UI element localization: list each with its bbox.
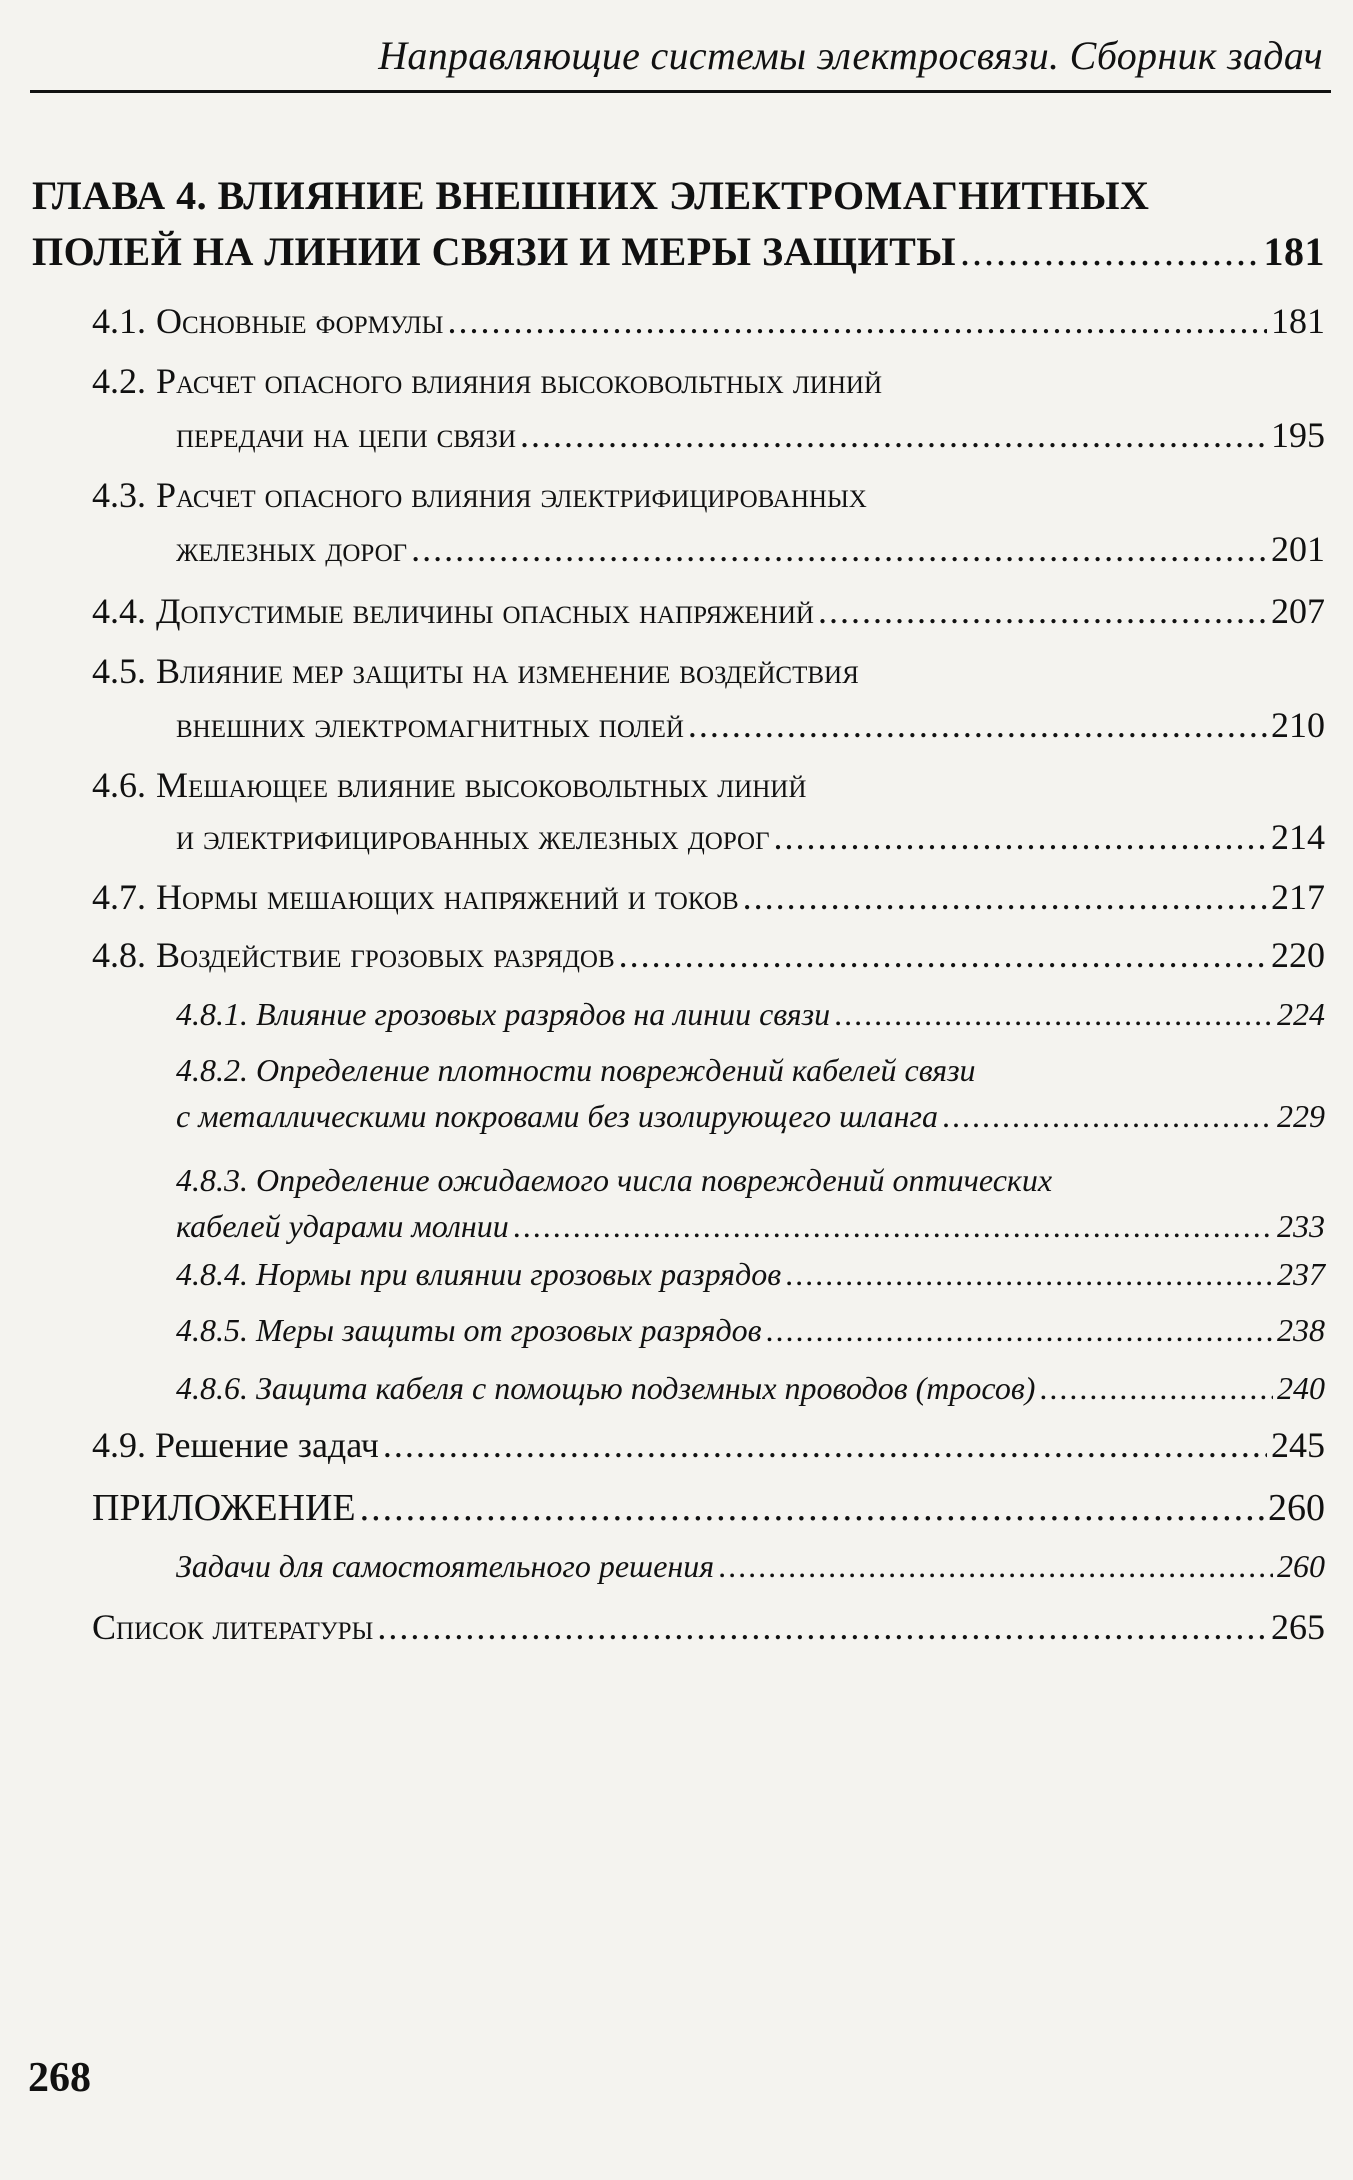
bibliography-title: Список литературы (92, 1607, 374, 1647)
toc-entry-appendix[interactable] (92, 1486, 1325, 1530)
toc-entry-4-2-line1[interactable] (92, 360, 882, 402)
page-folio: 268 (28, 2055, 91, 2101)
toc-entry-4-8-1[interactable] (176, 996, 1325, 1033)
leader-dots (960, 228, 1259, 275)
leader-dots (774, 816, 1267, 858)
section-number: 4.8. (92, 935, 146, 975)
toc-entry-4-8[interactable] (92, 934, 1325, 976)
section-title: 4.9. Решение задач (92, 1425, 379, 1465)
section-title: Допустимые величины опасных напряжений (156, 591, 814, 631)
toc-entry-4-8-5[interactable] (176, 1312, 1325, 1349)
page-number: 237 (1277, 1256, 1325, 1292)
toc-entry-4-8-3-line2[interactable] (176, 1208, 1325, 1245)
section-number: 4.2. (92, 361, 146, 401)
toc-entry-4-9[interactable] (92, 1424, 1325, 1466)
toc-entry-bibliography[interactable] (92, 1606, 1325, 1648)
section-title: Воздействие грозовых разрядов (156, 935, 615, 975)
subsection-title: Задачи для самостоятельного решения (176, 1548, 715, 1584)
section-number: 4.6. (92, 765, 146, 805)
page-number: 210 (1271, 705, 1325, 745)
section-title-cont: передачи на цепи связи (176, 415, 517, 455)
toc-entry-4-8-2-line1[interactable]: 4.8.2. Определение плотности повреждений кабелей связи (176, 1052, 976, 1088)
section-title: Мешающее влияние высоковольтных линий (156, 765, 807, 805)
leader-dots (383, 1424, 1267, 1466)
chapter-title-line1: ГЛАВА 4. ВЛИЯНИЕ ВНЕШНИХ ЭЛЕКТРОМАГНИТНЫХ (32, 173, 1150, 218)
section-title: Основные формулы (156, 301, 444, 341)
page-number: 217 (1271, 877, 1325, 917)
subsection-title-cont: кабелей ударами молнии (176, 1208, 509, 1244)
toc-entry-4-8-6[interactable] (176, 1370, 1325, 1407)
section-title: Расчет опасного влияния высоковольтных линий (156, 361, 883, 401)
page-number: 181 (1271, 301, 1325, 341)
page-number: 229 (1277, 1098, 1325, 1134)
subsection-title-cont: с металлическими покровами без изолирующего шланга (176, 1098, 938, 1134)
page-number: 201 (1271, 529, 1325, 569)
leader-dots (513, 1208, 1273, 1245)
toc-entry-4-3-line2[interactable] (176, 528, 1325, 570)
chapter-entry[interactable] (32, 228, 1325, 275)
page-number: 195 (1271, 415, 1325, 455)
toc-entry-4-8-2-line2[interactable] (176, 1098, 1325, 1135)
leader-dots (743, 876, 1267, 918)
chapter-title-line2: ПОЛЕЙ НА ЛИНИИ СВЯЗИ И МЕРЫ ЗАЩИТЫ (32, 229, 957, 274)
page-number: 260 (1277, 1548, 1325, 1584)
toc-entry-4-8-4[interactable] (176, 1256, 1325, 1293)
section-title-cont: и электрифицированных железных дорог (176, 817, 770, 857)
toc-entry-appendix-tasks[interactable] (176, 1548, 1325, 1585)
leader-dots (766, 1312, 1273, 1349)
toc-entry-4-3-line1[interactable] (92, 474, 867, 516)
toc-entry-4-8-3-line1[interactable]: 4.8.3. Определение ожидаемого числа повреждений оптических (176, 1162, 1053, 1198)
toc-entry-4-2-line2[interactable] (176, 414, 1325, 456)
subsection-title: 4.8.5. Меры защиты от грозовых разрядов (176, 1312, 762, 1348)
leader-dots (688, 704, 1267, 746)
section-number: 4.1. (92, 301, 146, 341)
leader-dots (377, 1606, 1267, 1648)
toc-entry-4-1[interactable] (92, 300, 1325, 342)
section-title-cont: железных дорог (176, 529, 408, 569)
page-number: 207 (1271, 591, 1325, 631)
toc-entry-4-6-line1[interactable] (92, 764, 806, 806)
page-number: 240 (1277, 1370, 1325, 1406)
toc-entry-4-6-line2[interactable] (176, 816, 1325, 858)
section-number: 4.5. (92, 651, 146, 691)
leader-dots (942, 1098, 1273, 1135)
page-number: 220 (1271, 935, 1325, 975)
page-number: 245 (1271, 1425, 1325, 1465)
page-number: 214 (1271, 817, 1325, 857)
section-title-cont: внешних электромагнитных полей (176, 705, 684, 745)
leader-dots (447, 300, 1267, 342)
page-number: 181 (1263, 229, 1325, 274)
leader-dots (834, 996, 1273, 1033)
page-number: 238 (1277, 1312, 1325, 1348)
leader-dots (1039, 1370, 1273, 1407)
leader-dots (718, 1548, 1273, 1585)
section-number: 4.4. (92, 591, 146, 631)
toc-entry-4-7[interactable] (92, 876, 1325, 918)
toc-entry-4-4[interactable] (92, 590, 1325, 632)
leader-dots (785, 1256, 1273, 1293)
section-number: 4.7. (92, 877, 146, 917)
page-number: 224 (1277, 996, 1325, 1032)
leader-dots (818, 590, 1267, 632)
running-header: Направляющие системы электросвязи. Сборник задач (378, 33, 1323, 78)
subsection-title: 4.8.6. Защита кабеля с помощью подземных проводов (тросов) (176, 1370, 1036, 1406)
leader-dots (619, 934, 1267, 976)
header-rule (30, 90, 1331, 93)
page-number: 260 (1268, 1487, 1325, 1529)
leader-dots (411, 528, 1267, 570)
section-title: Расчет опасного влияния электрифицированных (156, 475, 867, 515)
leader-dots (360, 1486, 1264, 1530)
section-title: Нормы мешающих напряжений и токов (156, 877, 739, 917)
appendix-title: ПРИЛОЖЕНИЕ (92, 1487, 356, 1529)
toc-entry-4-5-line1[interactable] (92, 650, 859, 692)
toc-entry-4-5-line2[interactable] (176, 704, 1325, 746)
page-number: 233 (1277, 1208, 1325, 1244)
section-title: Влияние мер защиты на изменение воздействия (156, 651, 859, 691)
subsection-title: 4.8.4. Нормы при влиянии грозовых разрядов (176, 1256, 782, 1292)
leader-dots (520, 414, 1267, 456)
page-number: 265 (1271, 1607, 1325, 1647)
section-number: 4.3. (92, 475, 146, 515)
subsection-title: 4.8.1. Влияние грозовых разрядов на линии связи (176, 996, 831, 1032)
